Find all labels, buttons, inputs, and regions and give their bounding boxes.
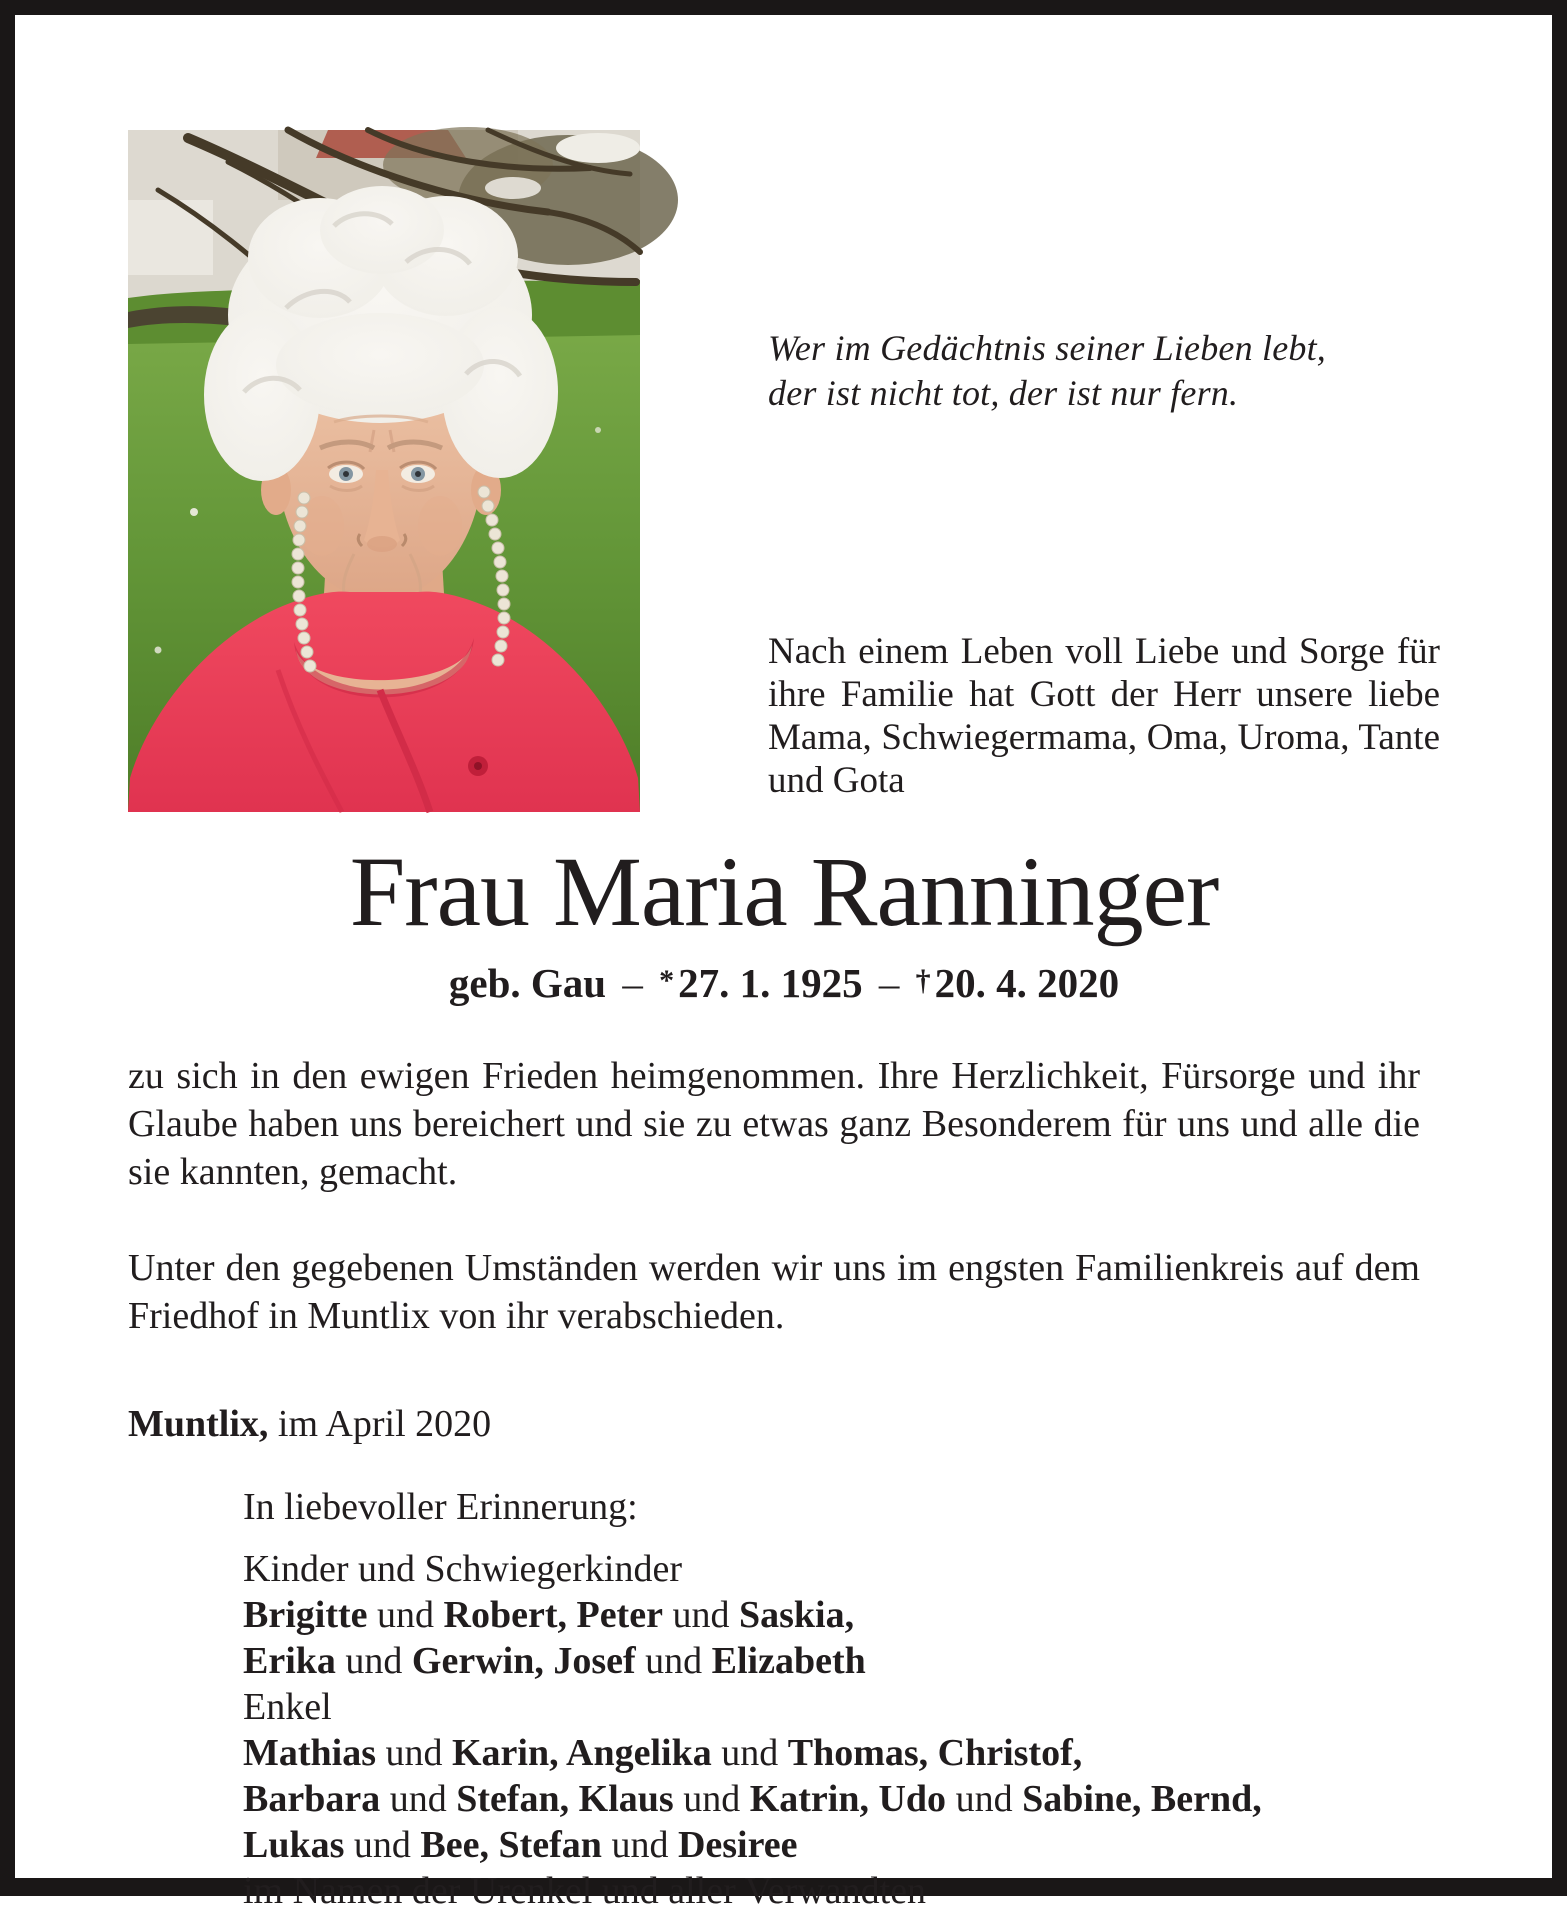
- maiden-name: geb. Gau: [448, 960, 607, 1006]
- dateline-date: im April 2020: [277, 1403, 492, 1445]
- obituary-page: [15, 15, 1552, 1912]
- in-memory-heading: In liebevoller Erinnerung:: [243, 1486, 638, 1528]
- death-cross-symbol: †: [915, 964, 931, 997]
- children-label: Kinder und Schwiegerkinder: [243, 1548, 682, 1590]
- death-date: 20. 4. 2020: [934, 960, 1120, 1006]
- children-names-line-1: Brigitte und Robert, Peter und Saskia,: [243, 1594, 855, 1636]
- quote-line-1: Wer im Gedächtnis seiner Lieben lebt,: [768, 328, 1326, 368]
- memorial-quote: [768, 326, 1440, 416]
- children-names-line-2: Erika und Gerwin, Josef und Elizabeth: [243, 1640, 866, 1682]
- grandchildren-names-line-3: Lukas und Bee, Stefan und Desiree: [243, 1824, 798, 1866]
- portrait-illustration: [128, 130, 640, 812]
- dash-separator: –: [878, 960, 900, 1006]
- top-row: [128, 130, 1440, 812]
- place-dateline: [128, 1400, 1440, 1448]
- birth-star-symbol: *: [659, 964, 675, 997]
- body-paragraph-1: zu sich in den ewigen Frieden heimgenommen. Ihre Herzlichkeit, Fürsorge und ihr Glaube haben uns bereichert und sie zu etwas ganz Besonderem für uns und alle die sie kannten, gemacht.: [128, 1055, 1420, 1193]
- portrait-photo: [128, 130, 640, 812]
- mourners-list: [243, 1484, 1440, 1914]
- quote-line-2: der ist nicht tot, der ist nur fern.: [768, 373, 1239, 413]
- grandchildren-label: Enkel: [243, 1686, 332, 1728]
- right-column: [768, 130, 1440, 802]
- dash-separator: –: [622, 960, 643, 1006]
- grandchildren-names-line-1: Mathias und Karin, Angelika und Thomas, Christof,: [243, 1732, 1083, 1774]
- birth-death-line: [128, 956, 1440, 1008]
- deceased-name: Frau Maria Ranninger: [349, 836, 1219, 947]
- dateline-place: Muntlix,: [128, 1403, 269, 1445]
- grandchildren-names-line-2: Barbara und Stefan, Klaus und Katrin, Udo und Sabine, Bernd,: [243, 1778, 1262, 1820]
- body-paragraph-2: Unter den gegebenen Umständen werden wir uns im engsten Familienkreis auf dem Friedhof in Muntlix von ihr verabschieden.: [128, 1247, 1420, 1337]
- intro-paragraph: Nach einem Leben voll Liebe und Sorge für ihre Familie hat Gott der Herr unsere liebe Mama, Schwiegermama, Oma, Uroma, Tante und Gota: [768, 631, 1440, 801]
- birth-date: 27. 1. 1925: [678, 960, 863, 1006]
- closing-line: im Namen der Urenkel und aller Verwandten: [243, 1870, 927, 1912]
